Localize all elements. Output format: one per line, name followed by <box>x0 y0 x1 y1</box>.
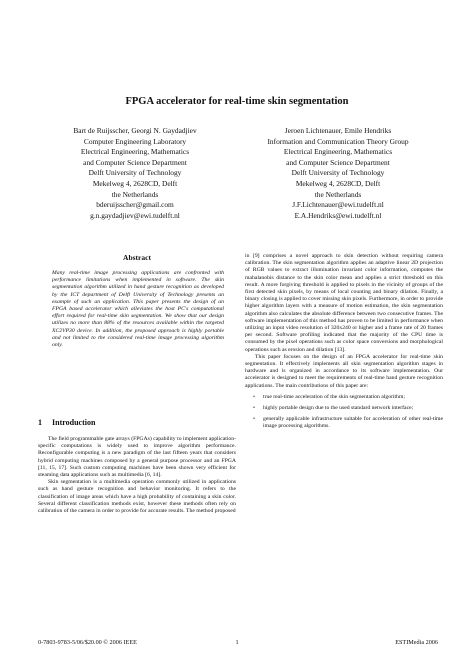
abstract-text: Many real-time image processing applications are confronted with performance limitations when implemented in software. The skin segmentation algorithm utilized in hand gesture recognition as developed by the ICT department of Delft University of Technology presents an example of such an application. This paper presents the design of an FPGA based accelerator which alleviates the host PC's computational effort required for real-time skin segmentation. We show that our design utilizes no more than 88% of the resources available within the targeted XC2VP30 device. In addition, the proposed approach is highly portable and not limited to the considered real-time image processing algorithm only. <box>52 270 224 349</box>
affiliation-line: Delft University of Technology <box>88 168 182 178</box>
body-paragraph: This paper focuses on the design of an FPGA accelerator for real-time skin segmentation. It effectively implements all skin segmentation algorithm stages in hardware and is organized in accordance to its software implementation. Our accelerator is designed to meet the requirements of real-time hand gesture recognition applications. The main contributions of this paper are: <box>245 353 443 389</box>
list-item-text: highly portable design due to the used standard network interface; <box>263 405 414 412</box>
intro-paragraph: Skin segmentation is a multimedia operation commonly utilized in applications such as hand gesture recognition and behavior monitoring. It refers to the classification of image areas which have a high probability of containing a skin color. Several different classification methods exist, however these methods often rely on calibration of the camera in order to provide for accurate results. The method proposed <box>38 479 236 515</box>
section-title: Introduction <box>52 418 96 427</box>
contributions-list <box>245 394 443 431</box>
intro-paragraph: The field programmable gate arrays (FPGAs) capability to implement application-specific computations is widely used to improve algorithm performance. Reconfigurable computing is a new paradigm of the last fifteen years that considers hybrid computing machines composed by a general purpose processor and an FPGA [11, 15, 17]. Such custom computing machines have been shown very efficient for steaming data applications such as multimedia [6, 14]. <box>38 436 236 479</box>
author-block-right <box>243 126 433 221</box>
author-email: g.n.gaydadjiev@ewi.tudelft.nl <box>90 210 180 220</box>
abstract-heading: Abstract <box>123 253 151 262</box>
address-line: the Netherlands <box>314 189 362 199</box>
affiliation-line: Computer Engineering Laboratory <box>83 136 187 146</box>
section-number: 1 <box>38 418 42 427</box>
list-item <box>245 394 443 401</box>
bullet-icon: • <box>253 416 255 423</box>
author-email: J.F.Lichtenauer@ewi.tudelft.nl <box>292 200 384 210</box>
list-item-text: generally applicable infrastructure suitable for acceleration of other real-time image processing algorithms. <box>263 416 443 430</box>
affiliation-line: Delft University of Technology <box>291 168 385 178</box>
affiliation-line: Electrical Engineering, Mathematics <box>283 147 393 157</box>
section-heading-introduction <box>38 418 95 427</box>
author-email: bderuijsscher@gmail.com <box>96 200 174 210</box>
author-block-left <box>40 126 230 221</box>
address-line: the Netherlands <box>111 189 159 199</box>
affiliation-line: Electrical Engineering, Mathematics <box>80 147 190 157</box>
bullet-icon: • <box>253 405 255 412</box>
list-item <box>245 416 443 430</box>
list-item <box>245 405 443 412</box>
author-email: E.A.Hendriks@ewi.tudelft.nl <box>294 210 382 220</box>
paper-title: FPGA accelerator for real-time skin segmentation <box>125 96 349 107</box>
affiliation-line: and Computer Science Department <box>83 157 187 167</box>
address-line: Mekelweg 4, 2628CD, Delft <box>92 178 178 188</box>
author-names: Jeroen Lichtenauer, Emile Hendriks <box>284 126 392 135</box>
author-names: Bart de Ruijsscher, Georgi N. Gaydadjiev <box>73 126 197 135</box>
page-number: 1 <box>235 639 239 646</box>
footer-venue: ESTIMedia 2006 <box>395 639 438 646</box>
list-item-text: true real-time acceleration of the skin segmentation algorithm; <box>263 393 405 400</box>
affiliation-line: Information and Communication Theory Group <box>267 136 409 146</box>
footer-copyright: 0-7803-9783-5/06/$20.00 © 2006 IEEE <box>38 639 137 646</box>
address-line: Mekelweg 4, 2628CD, Delft <box>295 178 381 188</box>
introduction-left-column <box>38 436 236 515</box>
body-paragraph: in [9] comprises a novel approach to skin detection without requiring camera calibration. The skin segmentation algorithm applies an adaptive linear 2D projection of RGB values to extract illumination invariant color information, computes the mahalanobis distance to the skin color mean and applies a strict threshold on this result. A more forgiving threshold is applied to pixels in the vicinity of groups of the first detected skin pixels, by means of local counting and binary dilation. Finally, a binary closing is applied to cover missing skin pixels. Furthermore, in order to provide higher algorithm layers with a measure of motion estimation, the skin segmentation algorithm also calculates the absolute difference between two consecutive frames. The software implementation of this method has proven to be limited in performance when utilizing an input video resolution of 320x240 or higher and a frame rate of 20 frames per second. Software profiling indicated that the majority of the CPU time is consumed by the pixel operations such as color space conversions and morphological operations such as erosion and dilation [13]. <box>245 253 443 353</box>
right-column <box>245 253 443 435</box>
affiliation-line: and Computer Science Department <box>286 157 390 167</box>
bullet-icon: • <box>253 393 255 400</box>
